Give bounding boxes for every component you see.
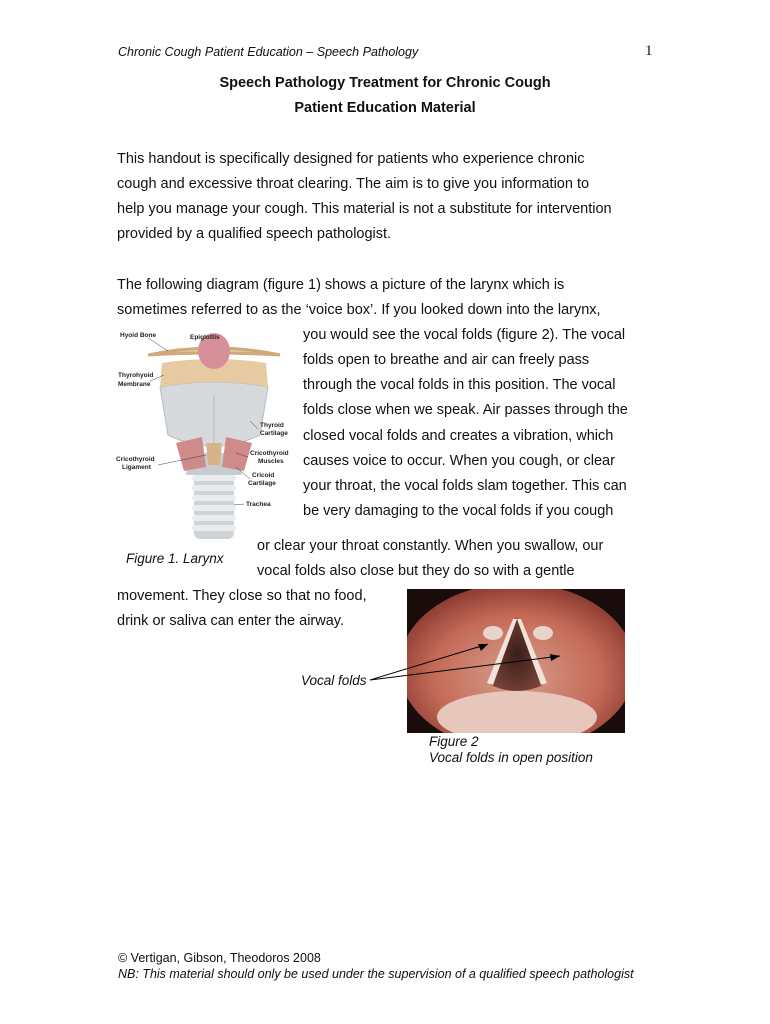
- para2-line: folds close when we speak. Air passes through the: [303, 402, 628, 418]
- figure2-caption-title: Figure 2: [429, 734, 479, 749]
- para2-line: folds open to breathe and air can freely pass: [303, 352, 590, 368]
- copyright-footer: © Vertigan, Gibson, Theodoros 2008: [118, 951, 321, 965]
- running-header: Chronic Cough Patient Education – Speech Pathology: [118, 45, 419, 59]
- cricothyroid-muscle-right: [222, 437, 252, 471]
- para2-line: or clear your throat constantly. When you swallow, our: [257, 538, 604, 554]
- document-title: Speech Pathology Treatment for Chronic Cough: [219, 75, 551, 91]
- label-thyroid-1: Thyroid: [260, 422, 284, 429]
- label-epiglottis: Epiglottis: [190, 334, 220, 341]
- para1-line: This handout is specifically designed for patients who experience chronic: [117, 151, 585, 167]
- para1-line: provided by a qualified speech pathologist.: [117, 226, 392, 242]
- label-cricoid-2: Cartilage: [248, 480, 276, 487]
- para2-line: through the vocal folds in this position. The vocal: [303, 377, 616, 393]
- page-number: 1: [645, 43, 653, 59]
- para2-line: The following diagram (figure 1) shows a picture of the larynx which is: [117, 277, 565, 293]
- para2-line: you would see the vocal folds (figure 2). The vocal: [303, 327, 626, 343]
- para2-line: movement. They close so that no food,: [117, 588, 367, 604]
- vocal-folds-pointer: [360, 630, 580, 690]
- label-cricothyroid-muscles-1: Cricothyroid: [250, 450, 289, 457]
- label-thyrohyoid-1: Thyrohyoid: [118, 372, 154, 379]
- label-cricothyroid-ligament-1: Cricothyroid: [116, 456, 155, 463]
- para2-line: closed vocal folds and creates a vibration, which: [303, 428, 614, 444]
- larynx-illustration: [110, 325, 302, 547]
- supervision-note: NB: This material should only be used under the supervision of a qualified speech pathologist: [118, 967, 634, 981]
- para1-line: help you manage your cough. This material is not a substitute for intervention: [117, 201, 612, 217]
- label-thyroid-2: Cartilage: [260, 430, 288, 437]
- figure1-caption: Figure 1. Larynx: [126, 551, 224, 566]
- para2-line: your throat, the vocal folds slam together. This can: [303, 478, 627, 494]
- trachea: [192, 473, 236, 539]
- figure2-caption-text: Vocal folds in open position: [429, 750, 593, 765]
- para2-line: sometimes referred to as the ‘voice box’. If you looked down into the larynx,: [117, 302, 601, 318]
- para2-line: drink or saliva can enter the airway.: [117, 613, 345, 629]
- label-hyoid-bone: Hyoid Bone: [120, 332, 157, 339]
- cricothyroid-ligament: [206, 443, 222, 465]
- label-cricothyroid-ligament-2: Ligament: [122, 464, 151, 471]
- para1-line: cough and excessive throat clearing. The aim is to give you information to: [117, 176, 590, 192]
- label-cricoid-1: Cricoid: [252, 472, 275, 479]
- para2-line: causes voice to occur. When you cough, or clear: [303, 453, 615, 469]
- document-subtitle: Patient Education Material: [294, 100, 476, 116]
- label-cricothyroid-muscles-2: Muscles: [258, 458, 284, 465]
- label-thyrohyoid-2: Membrane: [118, 381, 151, 388]
- vocal-folds-label: Vocal folds: [301, 673, 367, 688]
- label-trachea: Trachea: [246, 501, 271, 508]
- cricothyroid-muscle-left: [176, 437, 206, 471]
- para2-line: be very damaging to the vocal folds if you cough: [303, 503, 614, 519]
- para2-line: vocal folds also close but they do so with a gentle: [257, 563, 575, 579]
